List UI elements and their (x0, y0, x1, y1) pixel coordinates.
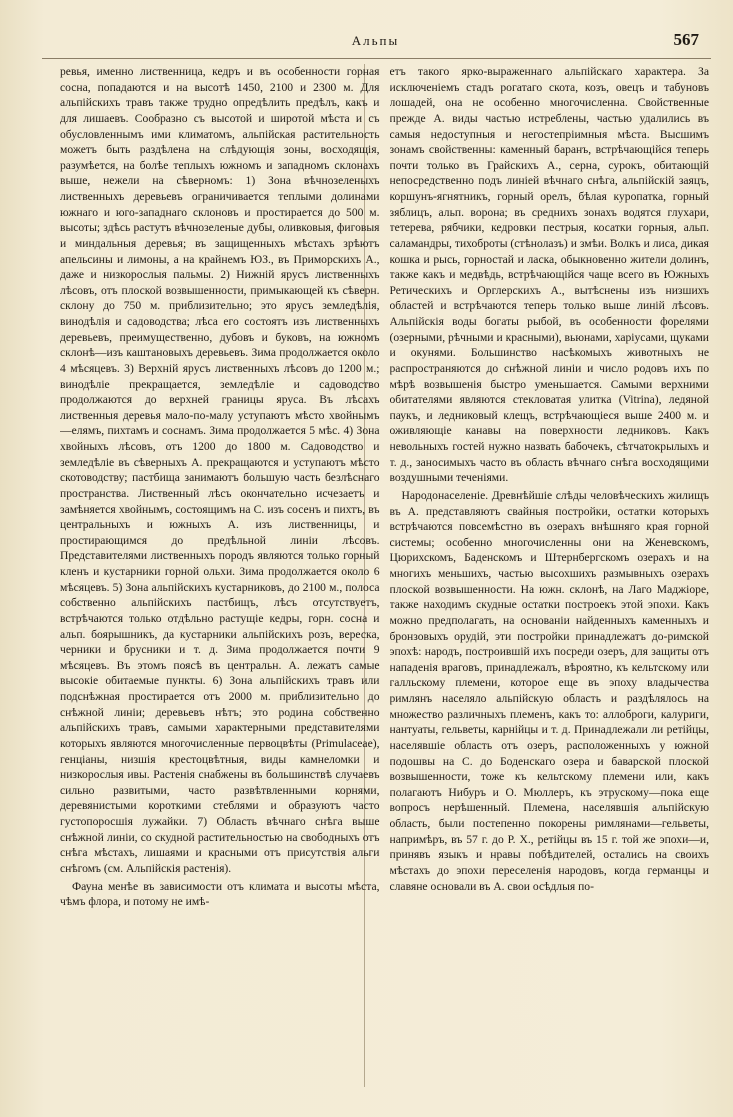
right-paragraph-population: Народонаселеніе. Древнѣйшіе слѣды человѣческихъ жилищъ въ А. представляютъ свайныя постройки, остатки которыхъ встрѣчаются повсемѣстно въ озерахъ внѣшняго края горной системы; особенно многочисленны они на Женевскомъ, Цюрихскомъ, Баденскомъ и Штернбергскомъ озерахъ и на многихъ меньшихъ, частью высохшихъ размывныхъ озерахъ плоской возвышенности. На южн. склонѣ, на Лаго Маджіоре, также находимъ скудные остатки построекъ этой эпохи. Какъ можно предполагать, на основаніи найденныхъ каменныхъ и бронзовыхъ орудій, эти постройки принадлежатъ до-римской эпохѣ: народъ, построившій ихъ посреди озеръ, для защиты отъ нападенія враговъ, принадлежалъ, вѣроятно, къ кельтскому или галльскому племени, которое еще въ эпоху владычества римлянъ населяло альпійскую область и раздѣлялось на множество различныхъ племенъ, какъ то: аллоброги, калуриги, нантуаты, гельветы, карнійцы и т. д. Принадлежали ли ретійцы, населявшіе область отъ озеръ, расположенныхъ у южной подошвы на С. до Боденскаго озера и баварской плоской возвышенности, тоже къ кельтскому племени или, какъ полагаютъ Нибуръ и О. Мюллеръ, къ этрускому—пока еще вопросъ нерѣшенный. Племена, населявшія альпійскую область, были постепенно покорены римлянами—гельветы, напримѣръ, въ 57 г. до Р. Х., ретійцы въ 15 г. той же эпохи—и, принявъ языкъ и нравы побѣдителей, остались на своихъ мѣстахъ до эпохи переселенія народовъ, когда германцы и славяне основали въ А. свои осѣдлыя по- (389, 488, 709, 893)
page-number: 567 (673, 30, 699, 49)
left-paragraph-fauna: Фауна менѣе въ зависимости отъ климата и высоты мѣста, чѣмъ флора, и потому не имѣ- (60, 879, 380, 909)
header-rule (42, 58, 711, 59)
left-paragraph-flora: ревья, именно лиственница, кедръ и въ особенности горная сосна, попадаются и на высотѣ 1450, 2100 и 2300 м. Для альпійскихъ травъ также трудно опредѣлить предѣлъ, какъ и для лишаевъ. Сообразно съ высотой и широтой мѣста и съ обусловленнымъ ими климатомъ, альпійская растительность можетъ быть раздѣлена на слѣдующія зоны, восходящія, разумѣется, на болѣе теплыхъ южномъ и западномъ склонахъ выше, нежели на сѣверномъ: 1) Зона вѣчнозеленыхъ лиственныхъ деревьевъ ограничивается теплыми долинами южнаго и юго-западнаго склоновъ и простирается до 500 м. высоты; здѣсь растутъ вѣчнозеленые дубы, оливковыя, фиговыя и миндальныя деревья; въ защищенныхъ мѣстахъ зрѣютъ апельсины и лимоны, а на крайнемъ ЮЗ., въ Приморскихъ А., даже и низкорослыя пальмы. 2) Нижній ярусъ лиственныхъ лѣсовъ, отъ плоской возвышенности, примыкающей къ сѣверн. склону до 750 м. приблизительно; это ярусъ земледѣлія, винодѣлія и садоводства; лѣса его состоятъ изъ лиственныхъ деревьевъ, преимущественно, дубовъ и буковъ, на южномъ склонѣ—изъ каштановыхъ деревьевъ. Зима продолжается около 4 мѣсяцевъ. 3) Верхній ярусъ лиственныхъ лѣсовъ до 1200 м.; винодѣліе прекращается, земледѣліе и садоводство продолжаются до верхней границы яруса. Въ лѣсахъ лиственныя деревья мало-по-малу уступаютъ мѣсто хвойнымъ—елямъ, пихтамъ и соснамъ. Зима продолжается 5 мѣс. 4) Зона хвойныхъ лѣсовъ, отъ 1200 до 1800 м. Садоводство и земледѣліе въ сѣверныхъ А. прекращаются и уступаютъ мѣсто скотоводству; пастбища занимаютъ большую часть безлѣснаго пространства. Лиственный лѣсъ окончательно исчезаетъ и замѣняется хвойнымъ, состоящимъ на С. изъ сосенъ и пихтъ, въ центральныхъ и южныхъ А. изъ лиственницы, и простирающимся до предѣльной линіи лѣсовъ. Представителями лиственныхъ породъ являются только горный кленъ и кустарники горной ольхи. Зима продолжается около 6 мѣсяцевъ. 5) Зона альпійскихъ кустарниковъ, до 2100 м., полоса собственно альпійскихъ пастбищъ, лѣсъ отсутствуетъ, встрѣчаются только отдѣльно растущіе кедры, горн. сосна и альп. боярышникъ, да кустарники альпійскихъ розъ, вереска, черники и брусники и т. д. Зима продолжается почти 9 мѣсяцевъ. Въ этомъ поясѣ въ центральн. А. лежатъ самые высокіе обитаемые пункты. 6) Зона альпійскихъ травъ или подснѣжная простирается отъ 2000 м. приблизительно до снѣжной линіи; деревьевъ нѣтъ; это родина собственно альпійскихъ травъ, самыми характерными представителями которыхъ являются многочисленные первоцвѣты (Primulaceae), генціаны, низшія крестоцвѣтныя, виды камнеломки и низкорослыя ивы. Растенія снабжены въ большинствѣ случаевъ сильно развитыми, часто развѣтвленными корнями, деревянистыми короткими стеблями и образуютъ часто густопоросшія лужайки. 7) Область вѣчнаго снѣга выше снѣжной линіи, со скудной растительностью на свободныхъ отъ снѣга мѣстахъ, лишаями и красными отъ присутствія альги снѣгомъ (см. Альпійскія растенія). (60, 65, 380, 875)
left-column (60, 64, 380, 1093)
right-column (390, 64, 710, 1093)
text-columns (60, 64, 709, 1093)
running-title: Альпы (351, 33, 400, 48)
right-paragraph-fauna: етъ такого ярко-выраженнаго альпійскаго характера. За исключеніемъ стадъ рогатаго скота, козъ, овецъ и табуновъ лошадей, она не особенно многочисленна. Свойственные прежде А. виды частью истреблены, частью удалились въ самыя недоступныя и негостепріимныя мѣста. Высшимъ зонамъ свойственны: каменный баранъ, встрѣчающійся теперь почти только въ Грайскихъ А., серна, сурокъ, обитающій непосредственно подъ линіей вѣчнаго снѣга, альпійскій заяцъ, коршунъ-ягнятникъ, горный орелъ, бѣлая куропатка, горный зяблицъ, альп. ворона; въ среднихъ зонахъ водятся глухари, тетерева, рябчики, кедровки пестрыя, косатки горныя, альп. саламандры, тихоброты (стѣнолазъ) и змѣи. Волкъ и лиса, дикая кошка и рысь, горностай и ласка, обыкновенно жители долинъ, также какъ и медвѣдь, встрѣчающійся чаще всего въ Южныхъ Ретическихъ и Орглерскихъ А., вытѣснены изъ низшихъ областей и встрѣчаются теперь только выше линій лѣсовъ. Альпійскія воды богаты рыбой, въ особенности форелями (озерными, рѣчными и красными), вьюнами, харіусами, щуками и окунями. Большинство насѣкомыхъ животныхъ не распространяются до снѣжной линіи и число родовъ ихъ по мѣрѣ возвышенія быстро уменьшается. Самыми верхними обитателями являются стекловатая улитка (Vitrina), ледяной паукъ, и ледниковый клещъ, встрѣчающіеся выше 2400 м. и оживляющіе канавы на поверхности ледниковъ. Какъ невольныхъ гостей нужно назвать бабочекъ, сѣтчатокрылыхъ и т. д., заносимыхъ часто въ область вѣчнаго снѣга восходящими воздушными теченіями. (389, 65, 709, 485)
page-header (40, 30, 711, 54)
